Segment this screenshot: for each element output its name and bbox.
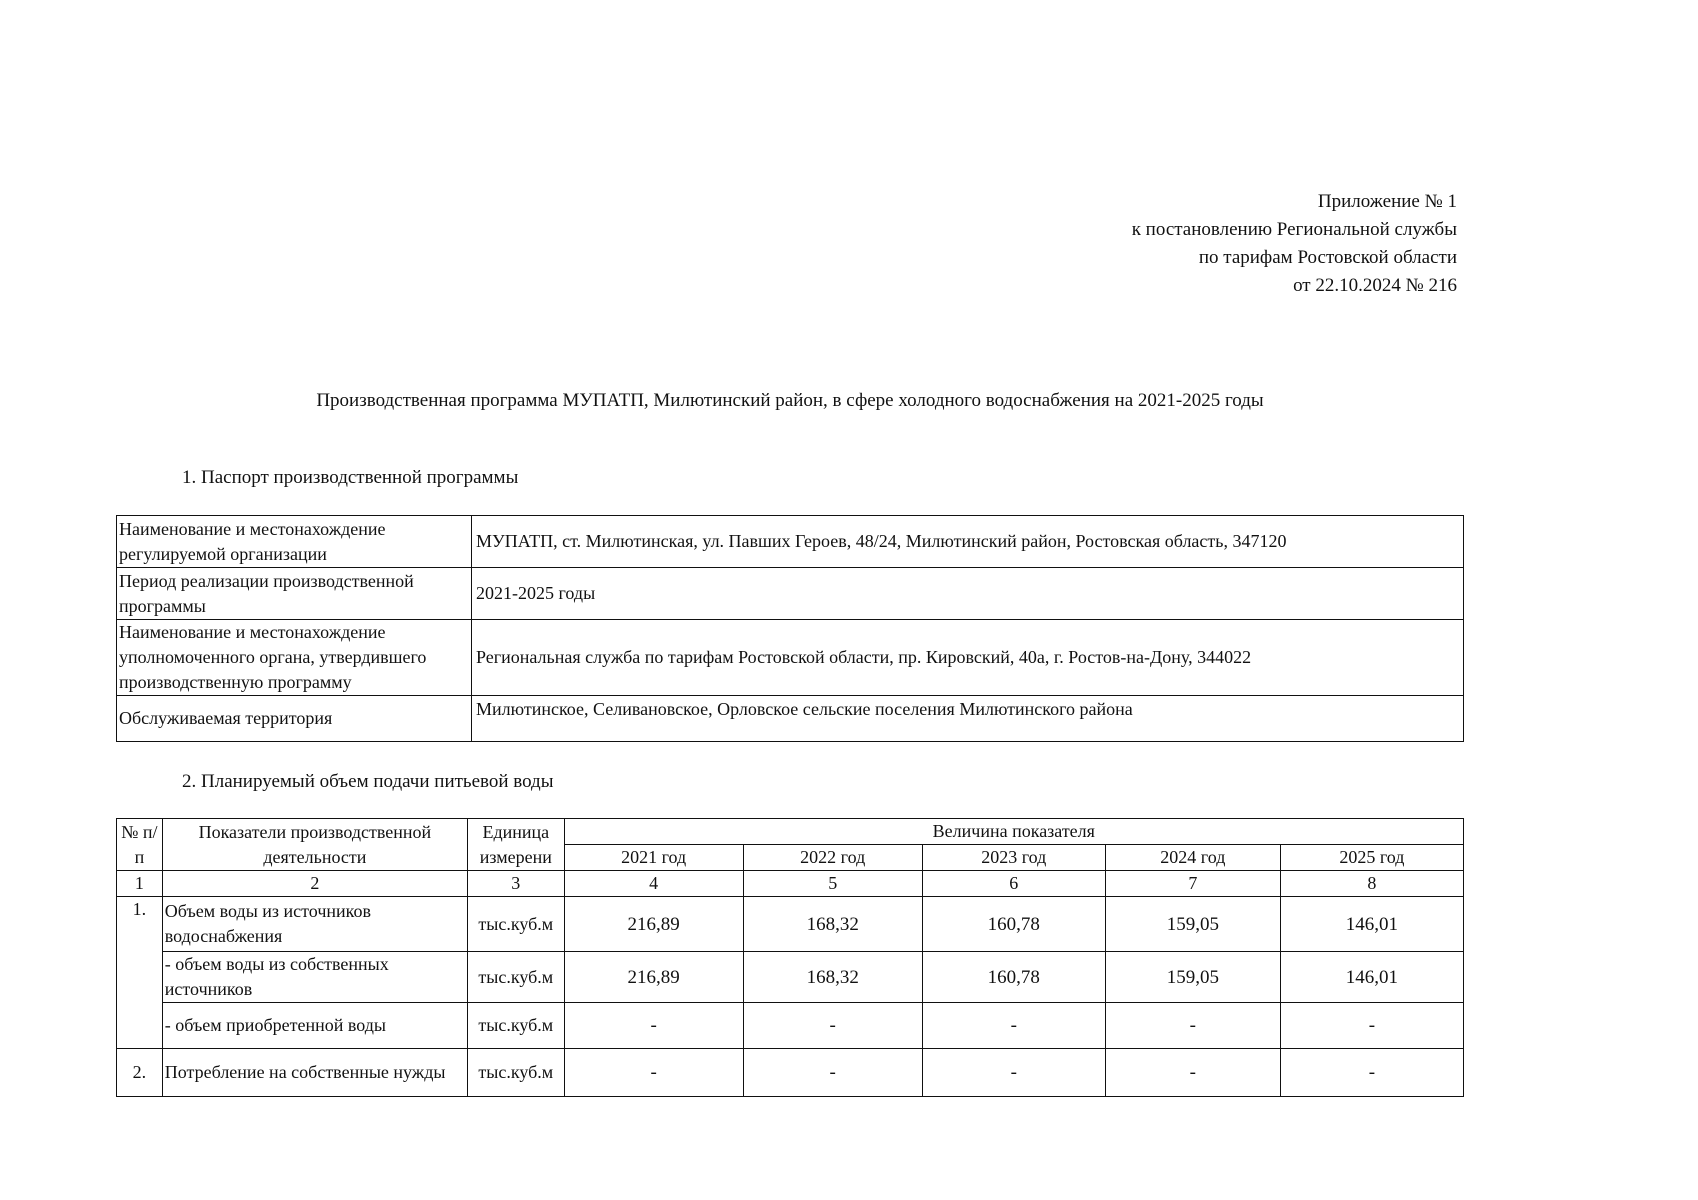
passport-label: Период реализации производственной программы	[117, 568, 472, 620]
header-num: № п/п	[117, 819, 163, 871]
row-value: 159,05	[1105, 952, 1280, 1003]
row-num: 2.	[117, 1049, 163, 1097]
column-number-row	[117, 871, 1464, 897]
appendix-line-3: по тарифам Ростовской области	[1198, 247, 1457, 268]
row-value: -	[1280, 1049, 1463, 1097]
table-row	[117, 1049, 1464, 1097]
header-indicator: Показатели производственной деятельности	[162, 819, 467, 871]
row-value: -	[922, 1049, 1105, 1097]
passport-label: Наименование и местонахождение уполномоченного органа, утвердившего производственную программу	[117, 620, 472, 696]
row-value: 168,32	[743, 952, 922, 1003]
row-value: -	[1105, 1003, 1280, 1049]
passport-value: Региональная служба по тарифам Ростовской области, пр. Кировский, 40а, г. Ростов-на-Дону, 344022	[472, 620, 1464, 696]
row-unit: тыс.куб.м	[467, 1003, 564, 1049]
row-indicator: Объем воды из источников водоснабжения	[162, 897, 467, 952]
passport-row	[117, 696, 1464, 742]
column-number: 5	[743, 871, 922, 897]
passport-value: МУПАТП, ст. Милютинская, ул. Павших Героев, 48/24, Милютинский район, Ростовская область, 347120	[472, 516, 1464, 568]
row-indicator: - объем воды из собственных источников	[162, 952, 467, 1003]
table-header-row	[117, 819, 1464, 845]
row-value: 146,01	[1280, 897, 1463, 952]
appendix-block	[1132, 188, 1457, 300]
row-value: 168,32	[743, 897, 922, 952]
row-indicator: - объем приобретенной воды	[162, 1003, 467, 1049]
row-value: 159,05	[1105, 897, 1280, 952]
row-unit: тыс.куб.м	[467, 897, 564, 952]
row-value: -	[564, 1049, 743, 1097]
passport-row	[117, 568, 1464, 620]
row-value: 146,01	[1280, 952, 1463, 1003]
header-year: 2022 год	[743, 845, 922, 871]
column-number: 3	[467, 871, 564, 897]
row-value: 160,78	[922, 897, 1105, 952]
header-year: 2021 год	[564, 845, 743, 871]
row-unit: тыс.куб.м	[467, 1049, 564, 1097]
passport-row	[117, 516, 1464, 568]
row-value: -	[743, 1003, 922, 1049]
passport-row	[117, 620, 1464, 696]
table-row	[117, 952, 1464, 1003]
column-number: 7	[1105, 871, 1280, 897]
header-unit: Единица измерени	[467, 819, 564, 871]
water-volume-table	[116, 818, 1464, 1097]
document-title: Производственная программа МУПАТП, Милютинский район, в сфере холодного водоснабжения на 2021-2025 годы	[316, 390, 1264, 411]
row-num: 1.	[117, 897, 163, 1049]
passport-value: 2021-2025 годы	[472, 568, 1464, 620]
row-value: 216,89	[564, 897, 743, 952]
row-value: -	[922, 1003, 1105, 1049]
passport-table	[116, 515, 1464, 742]
row-indicator: Потребление на собственные нужды	[162, 1049, 467, 1097]
row-value: 160,78	[922, 952, 1105, 1003]
appendix-line-2: к постановлению Региональной службы	[1131, 219, 1457, 240]
passport-label: Наименование и местонахождение регулируемой организации	[117, 516, 472, 568]
row-value: -	[564, 1003, 743, 1049]
table-row	[117, 1003, 1464, 1049]
appendix-line-1: Приложение № 1	[1317, 191, 1457, 212]
appendix-line-4: от 22.10.2024 № 216	[1293, 275, 1457, 296]
row-value: -	[1280, 1003, 1463, 1049]
header-value-group: Величина показателя	[564, 819, 1463, 845]
row-value: -	[1105, 1049, 1280, 1097]
column-number: 4	[564, 871, 743, 897]
passport-label: Обслуживаемая территория	[117, 696, 472, 742]
row-value: -	[743, 1049, 922, 1097]
section-2-heading: 2. Планируемый объем подачи питьевой воды	[182, 771, 554, 792]
column-number: 8	[1280, 871, 1463, 897]
passport-value: Милютинское, Селивановское, Орловское сельские поселения Милютинского района	[472, 696, 1464, 742]
table-row	[117, 897, 1464, 952]
section-1-heading: 1. Паспорт производственной программы	[182, 467, 519, 488]
header-year: 2023 год	[922, 845, 1105, 871]
column-number: 2	[162, 871, 467, 897]
column-number: 6	[922, 871, 1105, 897]
header-year: 2024 год	[1105, 845, 1280, 871]
row-unit: тыс.куб.м	[467, 952, 564, 1003]
row-value: 216,89	[564, 952, 743, 1003]
header-year: 2025 год	[1280, 845, 1463, 871]
column-number: 1	[117, 871, 163, 897]
